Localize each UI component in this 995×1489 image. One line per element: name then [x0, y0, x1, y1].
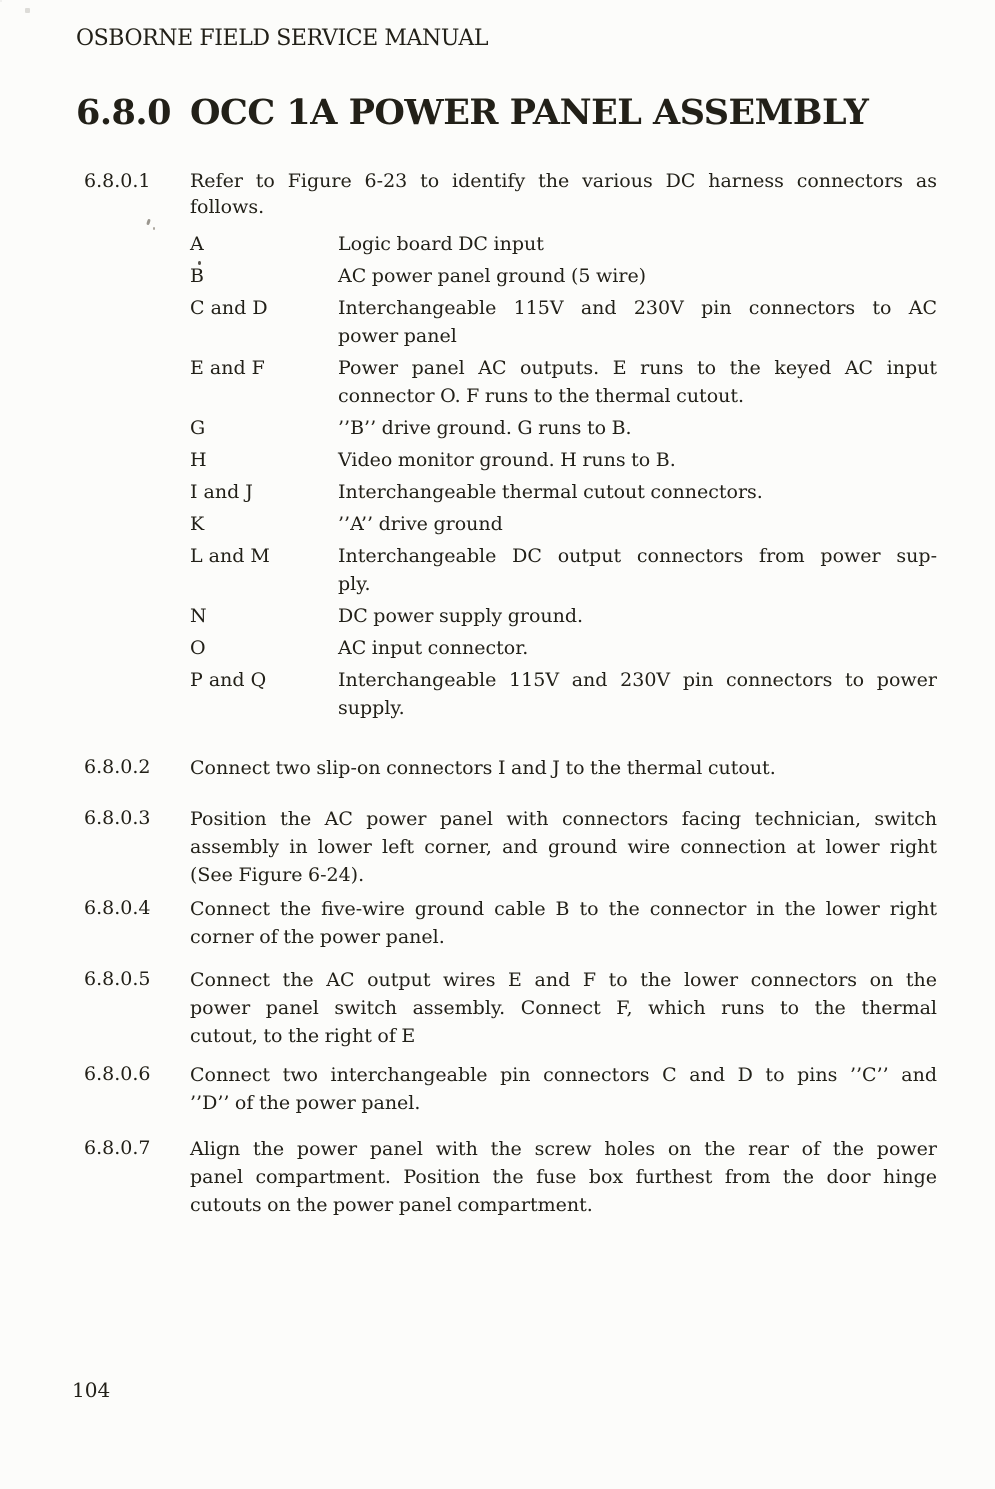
connector-description: AC power panel ground (5 wire): [338, 265, 647, 287]
scan-speck: [146, 219, 151, 226]
connector-description: Interchangeable 115V and 230V pin connectors to power supply.: [338, 669, 937, 719]
paragraph-number: 6.8.0.5: [84, 968, 151, 990]
connector-item-c-d: [190, 294, 937, 350]
connector-item-l-m: [190, 542, 937, 598]
section-number: 6.8.0: [76, 92, 171, 133]
connector-label: N: [190, 605, 207, 627]
connector-label: B: [190, 265, 204, 287]
connector-description: ’’A’’ drive ground: [338, 513, 503, 535]
connector-label: L and M: [190, 545, 270, 567]
connector-item-i-j: [190, 478, 937, 506]
paragraph-text: Connect two interchangeable pin connectors C and D to pins ’’C’’ and ’’D’’ of the power panel.: [190, 1064, 937, 1114]
connector-label: E and F: [190, 357, 265, 379]
connector-list: [190, 230, 937, 726]
paragraph-number: 6.8.0.6: [84, 1063, 151, 1085]
section-title: OCC 1A POWER PANEL ASSEMBLY: [190, 92, 869, 133]
connector-item-b: [190, 262, 937, 290]
connector-description: Power panel AC outputs. E runs to the keyed AC input connector O. F runs to the thermal cutout.: [338, 357, 937, 407]
paragraph-6804: [0, 895, 995, 951]
connector-label: G: [190, 417, 206, 439]
page-number: 104: [72, 1378, 111, 1402]
connector-description: DC power supply ground.: [338, 605, 584, 627]
connector-label: K: [190, 513, 205, 535]
paragraph-6802: [0, 754, 995, 782]
paragraph-6805: [0, 966, 995, 1050]
connector-item-n: [190, 602, 937, 630]
connector-label: I and J: [190, 481, 253, 503]
scan-speck: [25, 8, 30, 13]
paragraph-6801: [0, 168, 995, 220]
connector-description: Interchangeable DC output connectors from power sup- ply.: [338, 545, 937, 595]
connector-item-k: [190, 510, 937, 538]
connector-item-h: [190, 446, 937, 474]
paragraph-text: Connect two slip-on connectors I and J to the thermal cutout.: [190, 757, 776, 779]
connector-item-a: [190, 230, 937, 258]
running-header: OSBORNE FIELD SERVICE MANUAL: [76, 26, 489, 51]
connector-label: H: [190, 449, 207, 471]
connector-label: C and D: [190, 297, 268, 319]
connector-description: ’’B’’ drive ground. G runs to B.: [338, 417, 632, 439]
connector-item-g: [190, 414, 937, 442]
connector-item-o: [190, 634, 937, 662]
connector-description: AC input connector.: [338, 637, 529, 659]
connector-description: Logic board DC input: [338, 233, 544, 255]
paragraph-text: Refer to Figure 6-23 to identify the various DC harness connectors as follows.: [190, 170, 937, 218]
connector-label: O: [190, 637, 206, 659]
connector-label: A: [190, 233, 204, 255]
section-heading: [0, 93, 995, 137]
paragraph-6806: [0, 1061, 995, 1117]
paragraph-6803: [0, 805, 995, 889]
scan-speck: [198, 261, 201, 265]
scan-noise: [0, 0, 2, 2]
connector-description: Video monitor ground. H runs to B.: [338, 449, 676, 471]
paragraph-text: Connect the five-wire ground cable B to the connector in the lower right corner of the power panel.: [190, 898, 937, 948]
connector-description: Interchangeable thermal cutout connectors.: [338, 481, 763, 503]
connector-label: P and Q: [190, 669, 267, 691]
connector-item-e-f: [190, 354, 937, 410]
paragraph-6807: [0, 1135, 995, 1219]
paragraph-text: Align the power panel with the screw holes on the rear of the power panel compartment. Position the fuse box furthest from the door hinge cutouts on the power panel compartment.: [190, 1138, 937, 1216]
scan-speck: [153, 227, 155, 230]
paragraph-number: 6.8.0.3: [84, 807, 151, 829]
paragraph-number: 6.8.0.7: [84, 1137, 151, 1159]
paragraph-number: 6.8.0.2: [84, 756, 151, 778]
paragraph-number: 6.8.0.4: [84, 897, 151, 919]
connector-description: Interchangeable 115V and 230V pin connectors to AC power panel: [338, 297, 937, 347]
paragraph-text: Position the AC power panel with connectors facing technician, switch assembly in lower left corner, and ground wire connection at lower right (See Figure 6-24).: [190, 808, 937, 886]
connector-item-p-q: [190, 666, 937, 722]
paragraph-text: Connect the AC output wires E and F to the lower connectors on the power panel switch assembly. Connect F, which runs to the thermal cutout, to the right of E: [190, 969, 937, 1047]
paragraph-number: 6.8.0.1: [84, 170, 151, 192]
